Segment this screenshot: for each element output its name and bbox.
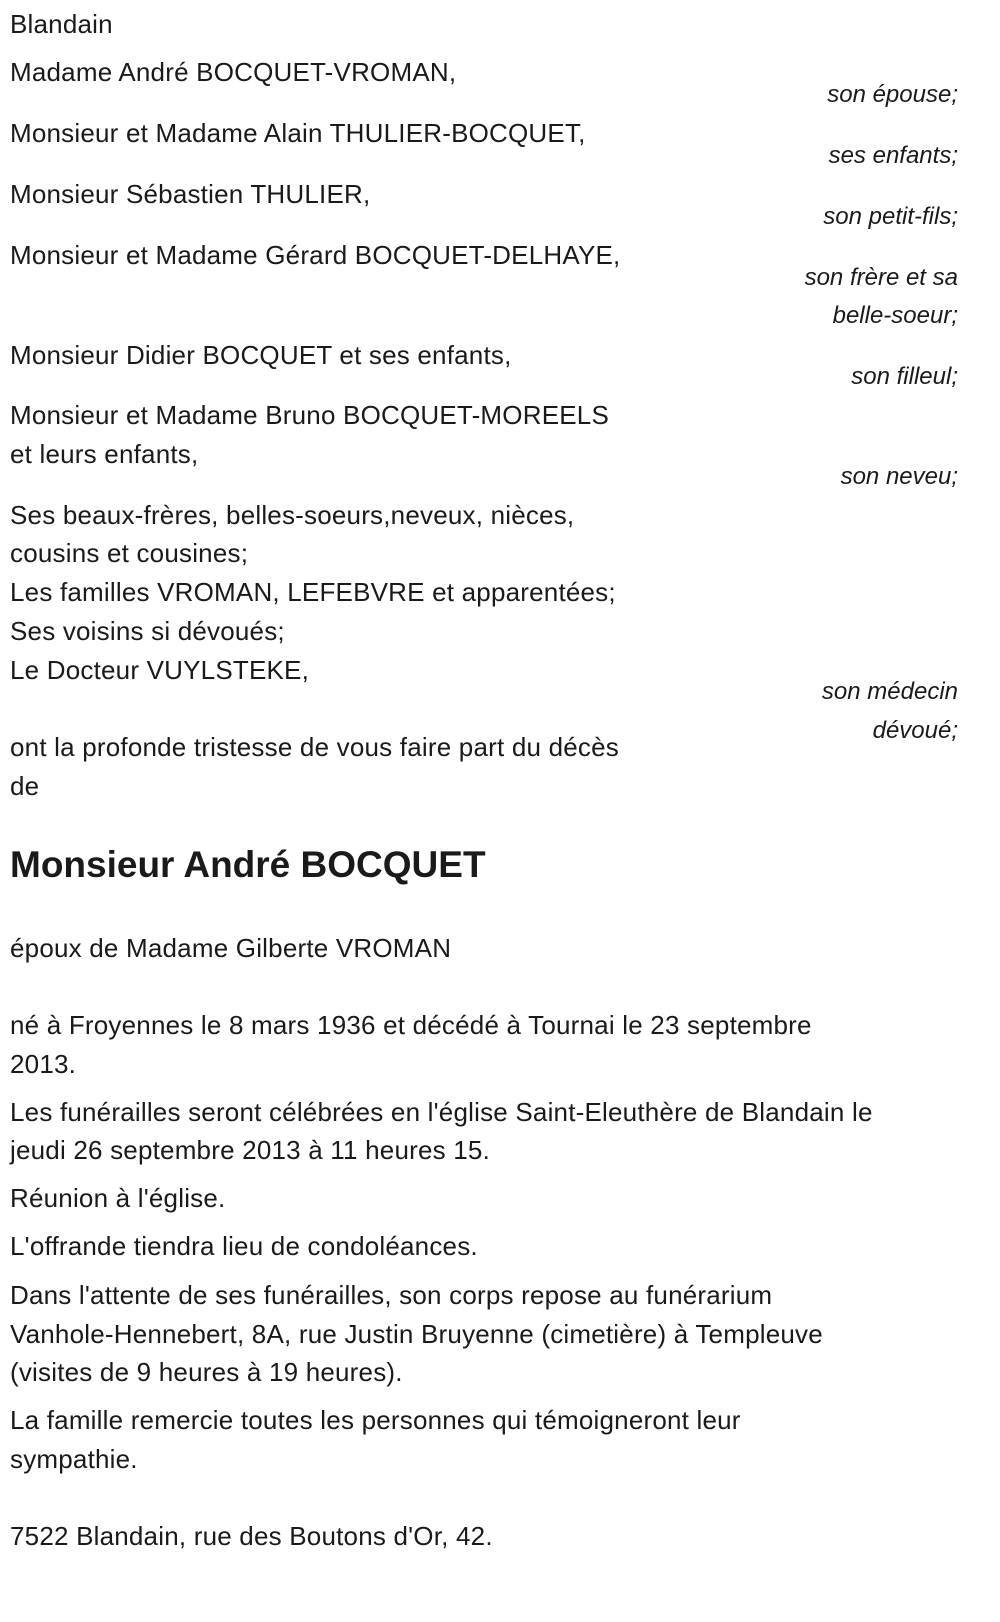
- family-line: Monsieur et Madame Gérard BOCQUET-DELHAYE,: [10, 240, 621, 270]
- body-line: La famille remercie toutes les personnes qui témoigneront leur: [10, 1405, 741, 1435]
- body-line: Les funérailles seront célébrées en l'église Saint-Eleuthère de Blandain le: [10, 1097, 873, 1127]
- announcement: ont la profonde tristesse de vous faire part du décès: [10, 732, 619, 762]
- body-line: Réunion à l'église.: [10, 1183, 226, 1213]
- relation: son neveu;: [840, 463, 958, 490]
- place: Blandain: [10, 9, 113, 39]
- relation: son frère et sa: [804, 264, 958, 291]
- family-line: Monsieur et Madame Bruno BOCQUET-MOREELS: [10, 400, 609, 430]
- body-line: L'offrande tiendra lieu de condoléances.: [10, 1231, 478, 1261]
- family-line: Les familles VROMAN, LEFEBVRE et apparentées;: [10, 577, 616, 607]
- body-line: 2013.: [10, 1049, 77, 1079]
- relation: ses enfants;: [828, 142, 958, 169]
- family-line: cousins et cousines;: [10, 538, 249, 568]
- family-line: Ses voisins si dévoués;: [10, 616, 285, 646]
- family-line: et leurs enfants,: [10, 439, 199, 469]
- announcement: de: [10, 771, 40, 801]
- relation: son petit-fils;: [823, 203, 958, 230]
- body-line: (visites de 9 heures à 19 heures).: [10, 1357, 403, 1387]
- relation: son filleul;: [851, 363, 958, 390]
- family-line: Ses beaux-frères, belles-soeurs,neveux, nièces,: [10, 500, 575, 530]
- relation: son médecin: [821, 678, 958, 705]
- family-line: Monsieur et Madame Alain THULIER-BOCQUET,: [10, 118, 586, 148]
- relation: belle-soeur;: [832, 302, 958, 329]
- family-line: Monsieur Didier BOCQUET et ses enfants,: [10, 340, 512, 370]
- address: 7522 Blandain, rue des Boutons d'Or, 42.: [10, 1521, 493, 1551]
- relation: son épouse;: [827, 81, 958, 108]
- body-line: né à Froyennes le 8 mars 1936 et décédé à Tournai le 23 septembre: [10, 1010, 812, 1040]
- body-line: sympathie.: [10, 1444, 138, 1474]
- body-line: jeudi 26 septembre 2013 à 11 heures 15.: [10, 1135, 490, 1165]
- family-line: Le Docteur VUYLSTEKE,: [10, 655, 309, 685]
- relation: dévoué;: [872, 717, 958, 744]
- family-line: Madame André BOCQUET-VROMAN,: [10, 57, 457, 87]
- deceased-name: Monsieur André BOCQUET: [10, 844, 486, 885]
- family-line: Monsieur Sébastien THULIER,: [10, 179, 371, 209]
- body-line: Vanhole-Hennebert, 8A, rue Justin Bruyenne (cimetière) à Templeuve: [10, 1319, 823, 1349]
- spouse-line: époux de Madame Gilberte VROMAN: [10, 933, 452, 963]
- body-line: Dans l'attente de ses funérailles, son corps repose au funérarium: [10, 1280, 773, 1310]
